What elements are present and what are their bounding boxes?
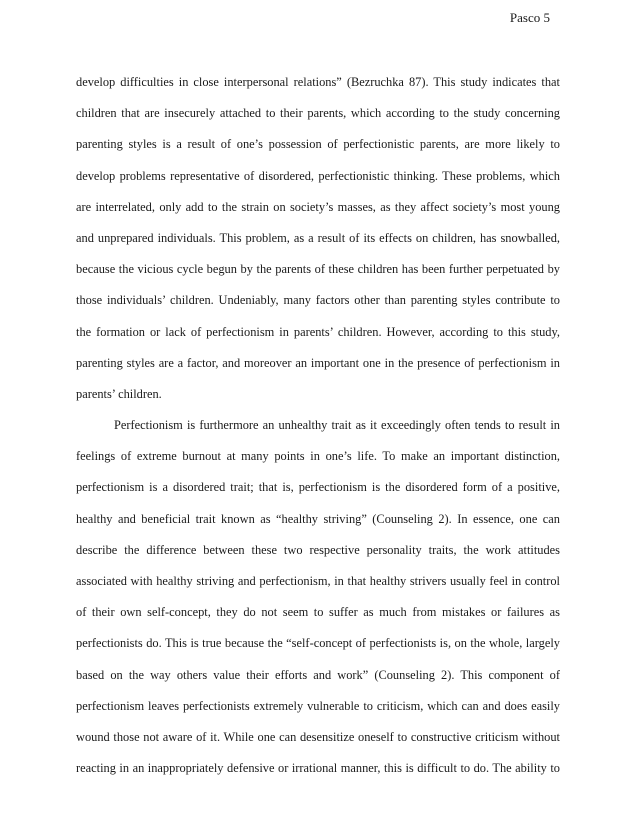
text-line: healthy and beneficial trait known as “healthy striving” (Counseling 2). In essence, one can (76, 511, 560, 526)
text-line: describe the difference between these two respective personality traits, the work attitudes (76, 542, 560, 557)
text-line: parenting styles are a factor, and moreover an important one in the presence of perfectionism in (76, 355, 560, 370)
text-line: based on the way others value their efforts and work” (Counseling 2). This component of (76, 667, 560, 682)
running-head: Pasco 5 (509, 10, 550, 25)
text-line: Perfectionism is furthermore an unhealthy trait as it exceedingly often tends to result in (114, 418, 560, 433)
text-line: of their own self-concept, they do not seem to suffer as much from mistakes or failures as (76, 605, 560, 620)
text-line: the formation or lack of perfectionism in parents’ children. However, according to this study, (76, 324, 560, 339)
body-text (76, 70, 560, 787)
text-line: parenting styles is a result of one’s possession of perfectionistic parents, are more likely to (76, 137, 560, 152)
paragraph-2 (76, 413, 560, 787)
text-line: and unprepared individuals. This problem, as a result of its effects on children, has snowballed, (76, 230, 560, 245)
text-line: associated with healthy striving and perfectionism, in that healthy strivers usually feel in control (76, 574, 560, 588)
text-line: feelings of extreme burnout at many points in one’s life. To make an important distinction, (76, 449, 560, 464)
text-line: develop difficulties in close interpersonal relations” (Bezruchka 87). This study indicates that (76, 75, 560, 89)
text-line: perfectionism leaves perfectionists extremely vulnerable to criticism, which can and does easily (76, 698, 560, 713)
text-line: wound those not aware of it. While one can desensitize oneself to constructive criticism without (76, 729, 560, 744)
text-line: perfectionism is a disordered trait; that is, perfectionism is the disordered form of a positive, (76, 480, 560, 495)
text-line: develop problems representative of disordered, perfectionistic thinking. These problems, which (76, 168, 560, 183)
text-line: children that are insecurely attached to their parents, which according to the study concerning (76, 106, 560, 121)
paragraph-1 (76, 70, 560, 413)
text-line: reacting in an inappropriately defensive or irrational manner, this is difficult to do. The ability to (76, 761, 560, 776)
text-line: perfectionists do. This is true because the “self-concept of perfectionists is, on the whole, largely (76, 636, 560, 651)
text-line: are interrelated, only add to the strain on society’s masses, as they affect society’s most young (76, 199, 560, 214)
text-line: parents’ children. (76, 386, 162, 401)
text-line: those individuals’ children. Undeniably, many factors other than parenting styles contribute to (76, 293, 560, 308)
text-line: because the vicious cycle begun by the parents of these children has been further perpetuated by (76, 262, 560, 277)
